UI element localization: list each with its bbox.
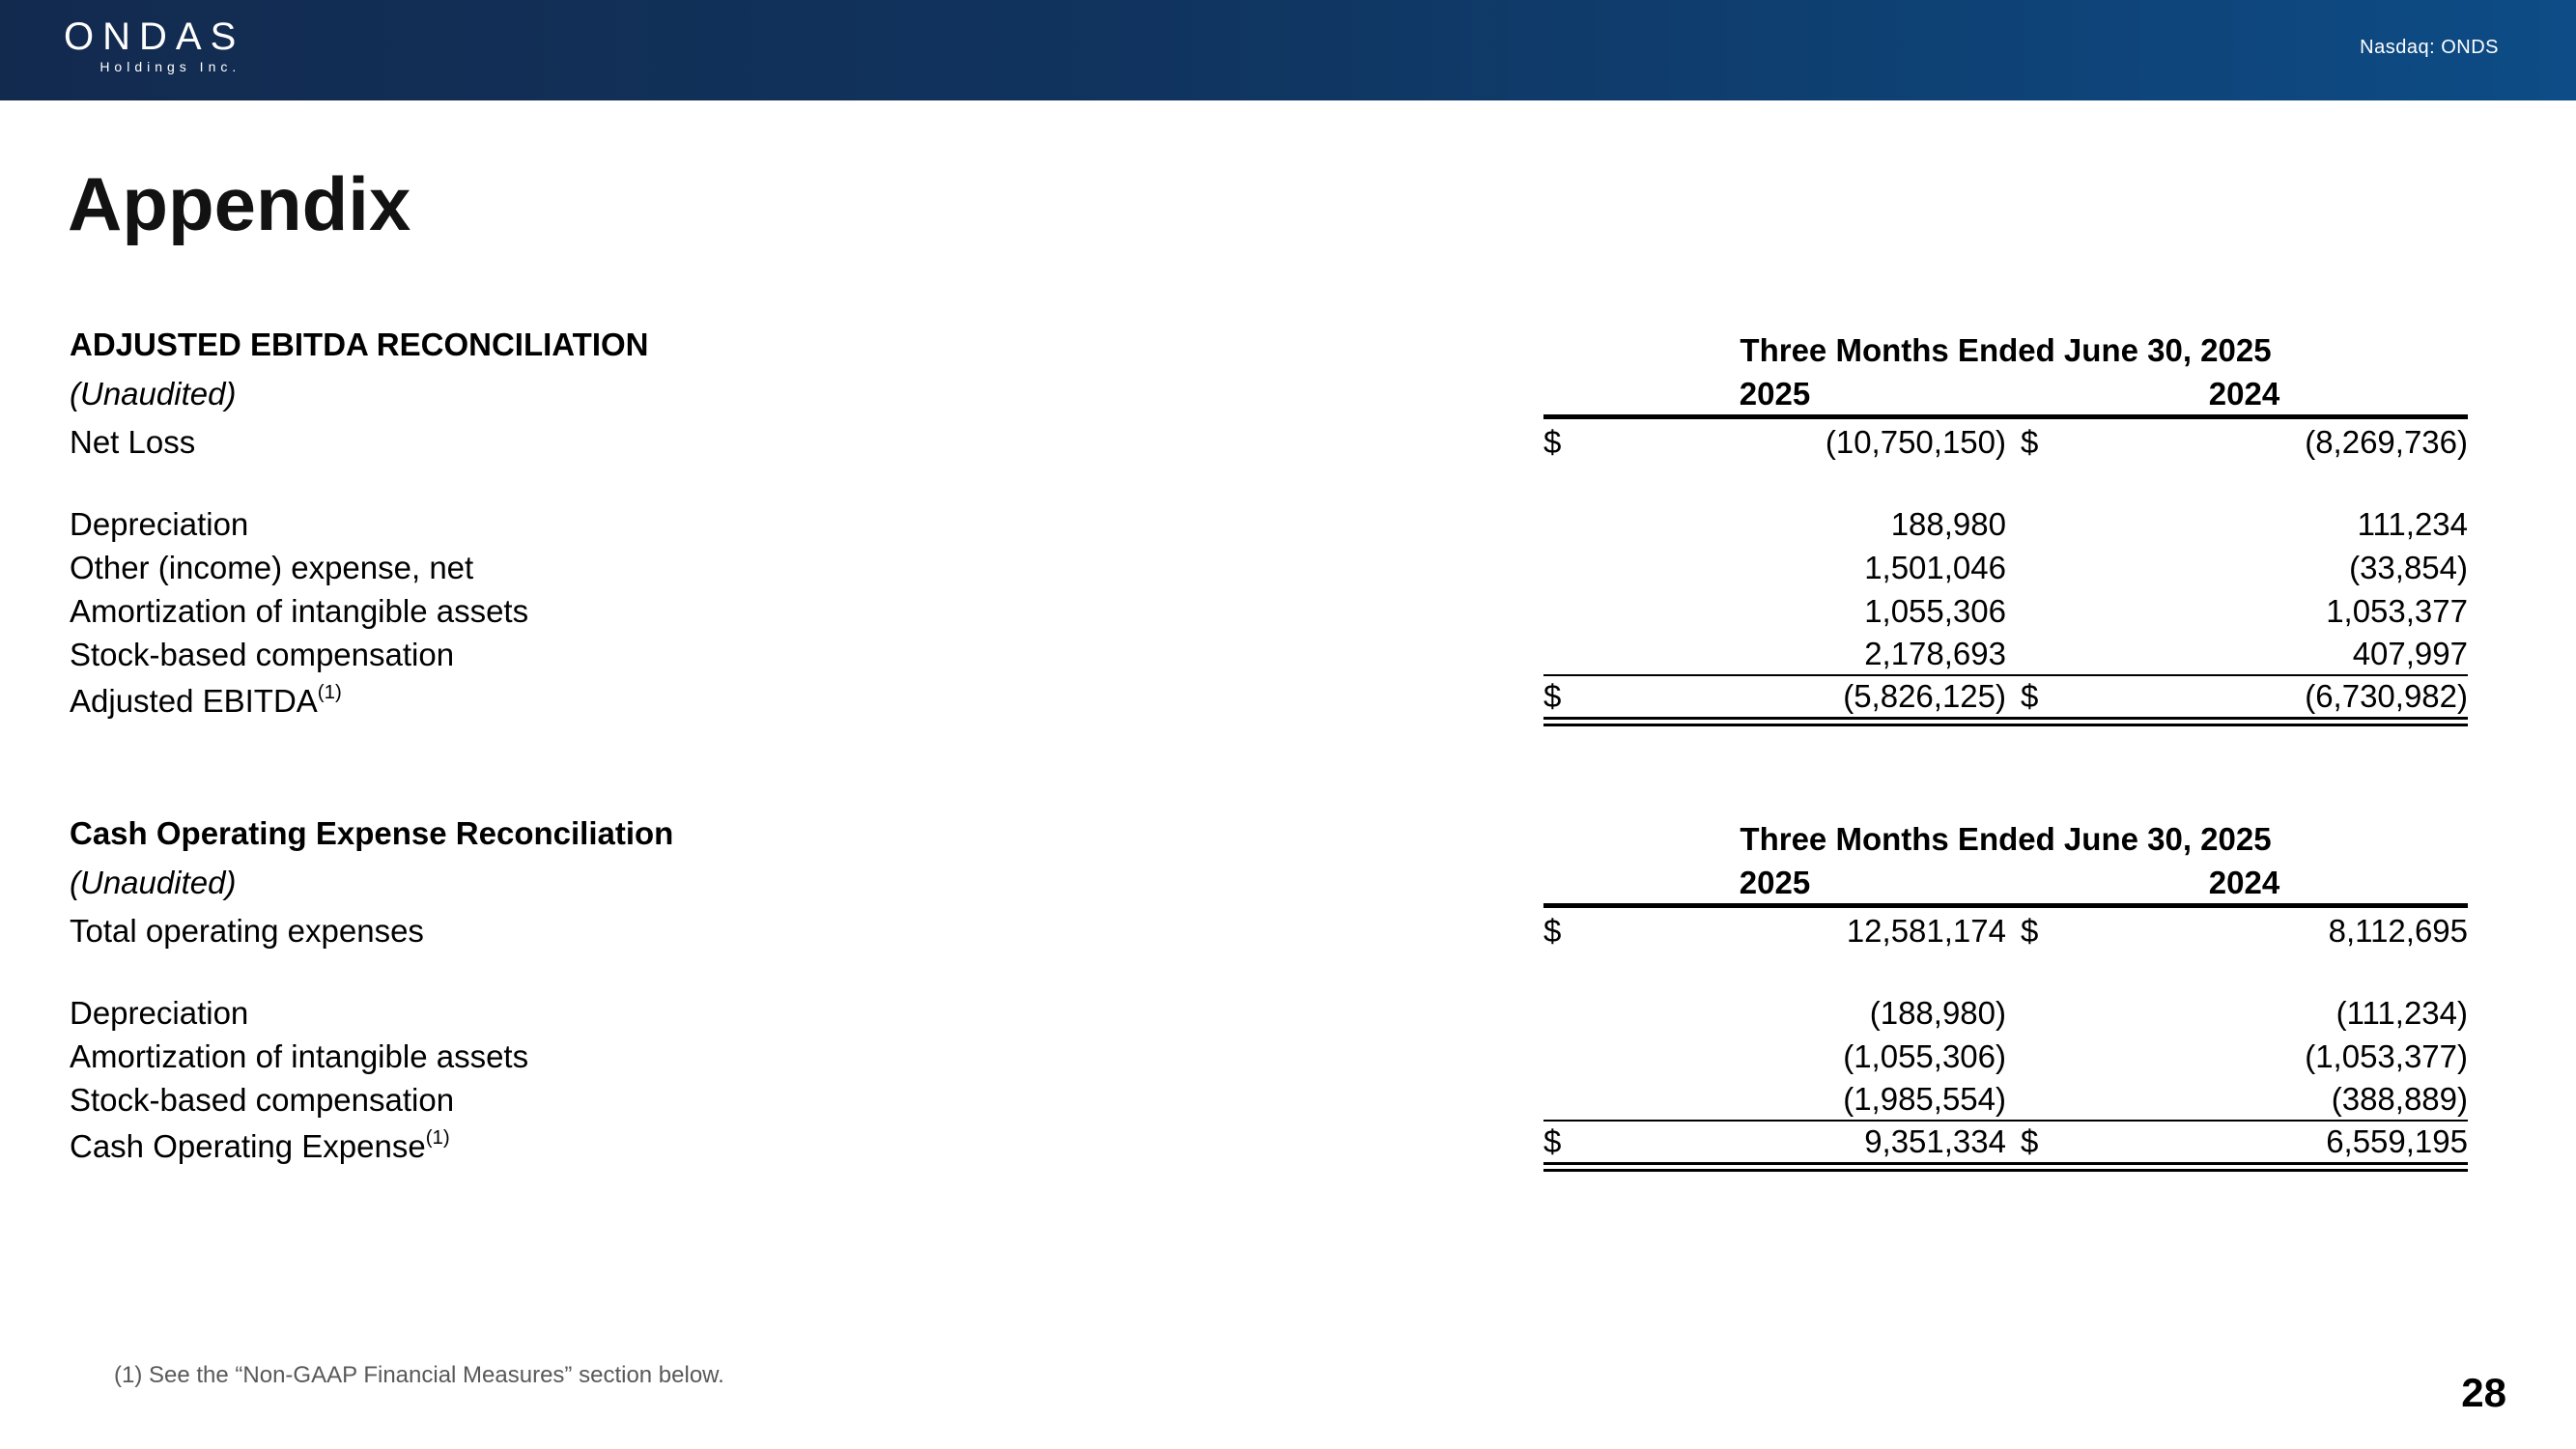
value-2024: (33,854) — [2349, 549, 2468, 585]
value-2025: (1,985,554) — [1843, 1080, 2006, 1117]
period-header: Three Months Ended June 30, 2025 — [1740, 332, 2272, 368]
cash-opex-table — [70, 810, 2468, 1172]
value-2025: (188,980) — [1869, 994, 2006, 1031]
value-2024: (1,053,377) — [2305, 1037, 2468, 1074]
table-row — [70, 908, 2468, 954]
table-title: ADJUSTED EBITDA RECONCILIATION — [70, 327, 649, 362]
value-2025: 188,980 — [1890, 505, 2006, 542]
row-label: Stock-based compensation — [70, 636, 455, 672]
spacer-row — [70, 954, 2468, 991]
row-label: Amortization of intangible assets — [70, 592, 529, 629]
value-2024: 407,997 — [2352, 635, 2468, 671]
col-header-2025: 2025 — [1739, 865, 1811, 900]
table-row — [70, 419, 2468, 466]
value-2024: (388,889) — [2331, 1080, 2468, 1117]
value-2025: 9,351,334 — [1864, 1123, 2006, 1159]
table-title: Cash Operating Expense Reconciliation — [70, 815, 674, 851]
row-label: Amortization of intangible assets — [70, 1037, 529, 1074]
table-subheader-row — [70, 369, 2468, 419]
value-2025: 1,055,306 — [1864, 592, 2006, 629]
value-2025: 2,178,693 — [1864, 635, 2006, 671]
table-header-row — [70, 810, 2468, 858]
ticker-label: Nasdaq: ONDS — [2360, 37, 2499, 58]
col-header-2024: 2024 — [2208, 376, 2280, 412]
adjusted-ebitda-table — [70, 321, 2468, 726]
value-2025: 1,501,046 — [1864, 549, 2006, 585]
table-subheader-row — [70, 858, 2468, 908]
value-2024: 111,234 — [2357, 505, 2468, 542]
currency-symbol: $ — [1543, 1123, 1562, 1159]
row-label: Stock-based compensation — [70, 1081, 455, 1118]
row-label: Other (income) expense, net — [70, 549, 474, 585]
table-header-row — [70, 321, 2468, 369]
page-title: Appendix — [68, 161, 411, 246]
value-2024: (8,269,736) — [2305, 424, 2468, 460]
currency-symbol: $ — [2021, 913, 2039, 949]
value-2025: (1,055,306) — [1843, 1037, 2006, 1074]
value-2024: 8,112,695 — [2328, 913, 2468, 949]
value-2025: (5,826,125) — [1843, 678, 2006, 714]
logo-wordmark: ONDAS — [64, 15, 245, 58]
currency-symbol: $ — [2021, 424, 2039, 460]
table-subtitle: (Unaudited) — [70, 376, 237, 412]
currency-symbol: $ — [1543, 678, 1562, 714]
col-header-2024: 2024 — [2208, 865, 2280, 900]
row-label: Adjusted EBITDA — [70, 683, 318, 719]
row-label: Total operating expenses — [70, 913, 424, 949]
currency-symbol: $ — [2021, 678, 2039, 714]
value-2025: 12,581,174 — [1846, 913, 2006, 949]
row-label: Net Loss — [70, 424, 196, 460]
footnote: (1) See the “Non-GAAP Financial Measures” section below. — [114, 1362, 724, 1388]
value-2024: (6,730,982) — [2305, 678, 2468, 714]
table-total-row: Adjusted EBITDA $^{(1)}$ $ (5,826,125) $ (6,730,982) — [70, 676, 2468, 726]
col-header-2025: 2025 — [1739, 376, 1811, 412]
year-columns — [1543, 858, 2468, 908]
row-label: Depreciation — [70, 505, 249, 542]
currency-symbol: $ — [2021, 1123, 2039, 1159]
period-header: Three Months Ended June 30, 2025 — [1740, 821, 2272, 857]
currency-symbol: $ — [1543, 424, 1562, 460]
year-columns — [1543, 369, 2468, 419]
currency-symbol: $ — [1543, 913, 1562, 949]
header-banner — [0, 0, 2576, 100]
value-2025: (10,750,150) — [1825, 424, 2006, 460]
logo-subtitle: Holdings Inc. — [99, 59, 241, 74]
row-label: Depreciation — [70, 994, 249, 1031]
value-2024: (111,234) — [2335, 994, 2468, 1031]
table-row — [70, 502, 2468, 546]
table-row — [70, 589, 2468, 633]
page-number: 28 — [2461, 1370, 2506, 1415]
table-row — [70, 546, 2468, 589]
value-2024: 1,053,377 — [2326, 592, 2468, 629]
table-row — [70, 633, 2468, 676]
table-row — [70, 1035, 2468, 1078]
value-2024: 6,559,195 — [2326, 1123, 2468, 1159]
company-logo — [64, 17, 244, 73]
spacer-row — [70, 466, 2468, 502]
row-label: Cash Operating Expense — [70, 1128, 426, 1164]
table-subtitle: (Unaudited) — [70, 865, 237, 900]
table-row — [70, 991, 2468, 1035]
table-total-row: Cash Operating Expense $^{(1)}$ $ 9,351,334 $ 6,559,195 — [70, 1122, 2468, 1172]
table-row — [70, 1078, 2468, 1122]
